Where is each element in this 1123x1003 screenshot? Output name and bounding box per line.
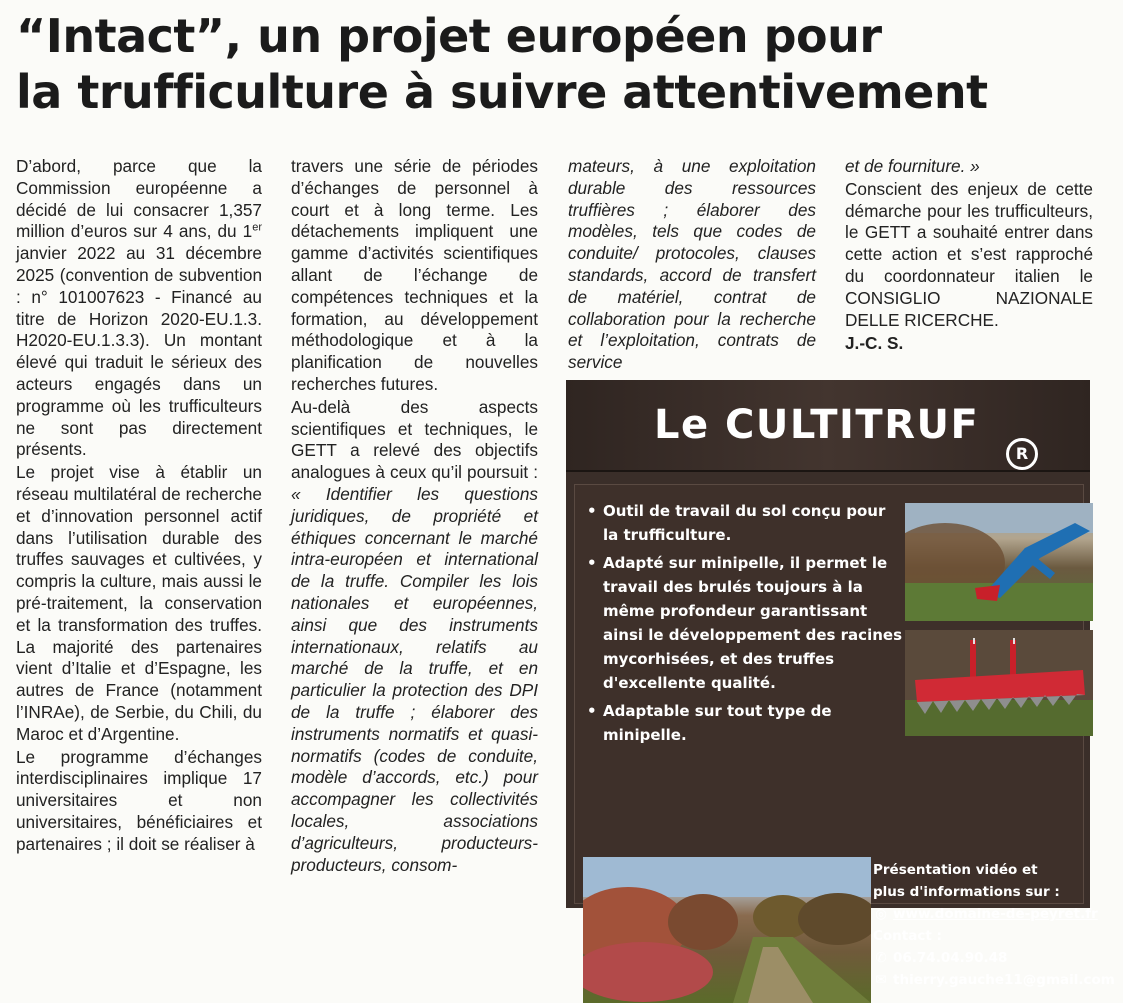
superscript: er bbox=[252, 221, 262, 234]
paragraph: Le programme d’échanges interdisciplinaires implique 17 universitaires et non universitaires, bénéficiaires et partenaires ; il doit se réaliser à bbox=[16, 746, 262, 854]
advert-header bbox=[566, 380, 1090, 472]
text-run: janvier 2022 au 31 décembre 2025 (convention de subvention : n° 101007623 - Financé au titre de Horizon 2020-EU.1.3. H2020-EU.1.3.3). Un montant élevé qui traduit le sérieux des acteurs engagés dans un programme où les trufficulteurs ne sont pas directement présents. bbox=[16, 243, 262, 460]
paragraph bbox=[16, 156, 262, 461]
text-run: D’abord, parce que la Commission européenne a décidé de lui consacrer 1,357 million d’euros sur 4 ans, du 1 bbox=[16, 156, 262, 242]
info-line: plus d'informations sur : bbox=[873, 884, 1060, 900]
globe-icon: ◎ bbox=[875, 906, 887, 922]
article-column-2 bbox=[291, 156, 538, 876]
author-signature: J.-C. S. bbox=[845, 333, 904, 354]
paragraph: travers une série de périodes d’échanges de personnel à court et à long terme. Les détachements impliquent une gamme d’activités scientifiques allant de l’échange de compétences techniques et la formation, au développement méthodologique et à la planification de nouvelles recherches futures. bbox=[291, 156, 538, 394]
photo-truffle-orchard bbox=[583, 857, 871, 1003]
contact-block bbox=[873, 859, 1115, 991]
article-headline bbox=[16, 8, 1116, 120]
paragraph bbox=[291, 397, 538, 877]
article-column-3 bbox=[568, 156, 816, 374]
headline-line-2: la trufficulture à suivre attentivement bbox=[16, 65, 988, 119]
website-row bbox=[873, 903, 1098, 925]
feature-item: • Adapté sur minipelle, il permet le travail des brulés toujours à la même profondeur garantissant ainsi le développement des racines mycorhisées, et des truffes d'excellente qualité. bbox=[585, 551, 905, 695]
photo-cultitruf-tool bbox=[905, 630, 1093, 736]
email-row bbox=[873, 969, 1115, 991]
email-address[interactable]: thierry.gauche11@gmail.com bbox=[893, 972, 1115, 988]
phone-number[interactable]: 06.74.04.90.48 bbox=[893, 950, 1008, 966]
quote-paragraph: et de fourniture. » bbox=[845, 156, 980, 176]
paragraph: Le projet vise à établir un réseau multilatéral de recherche et d’innovation personnel actif dans l’utilisation durable des truffes sauvages et cultivées, y compris la culture, mais aussi le pré-traitement, la conservation et la transformation des truffes. La majorité des partenaires vient d’Italie et d’Espagne, les autres de France (notamment l’INRAe), de Serbie, du Chili, du Maroc et d’Argentine. bbox=[16, 462, 262, 744]
article-column-4 bbox=[845, 156, 1093, 355]
advert-panel bbox=[574, 484, 1115, 988]
paragraph: Conscient des enjeux de cette démarche pour les trufficulteurs, le GETT a souhaité entrer dans cette action et s’est rapproché du coordonnateur italien le CONSIGLIO NAZIONALE DELLE RICERCHE. bbox=[845, 178, 1093, 330]
mail-icon: ✉ bbox=[875, 972, 887, 988]
quote-text: « Identifier les questions juridiques, de propriété et éthiques concernant le marché intra-européen et international de la truffe. Compiler les lois nationales et européennes, ainsi que des instruments internationaux, relatifs au marché de la truffe, et en particulier la protection des DPI de la truffe ; élaborer des instruments normatifs et quasi-normatifs (codes de conduite, modèle d’accords, etc.) pour accompagner les collectivités locales, associations d’agriculteurs, producteurs-producteurs, consom- bbox=[291, 483, 538, 875]
website-link[interactable]: www.domaine-de-peyret.fr bbox=[893, 906, 1098, 922]
text-run: Au-delà des aspects scientifiques et techniques, le GETT a relevé des objectifs analogues à ceux qu’il poursuit : bbox=[291, 396, 538, 483]
feature-list bbox=[585, 499, 905, 751]
advert-title: Le CULTITRUF bbox=[654, 402, 980, 448]
info-line: Présentation vidéo et bbox=[873, 862, 1038, 878]
photo-minipelle-tool bbox=[905, 503, 1093, 621]
headline-line-1: “Intact”, un projet européen pour bbox=[16, 9, 882, 63]
registered-trademark-icon: R bbox=[1006, 438, 1038, 470]
contact-label: Contact : bbox=[873, 928, 942, 944]
feature-item: • Adaptable sur tout type de minipelle. bbox=[585, 699, 905, 747]
feature-item: • Outil de travail du sol conçu pour la trufficulture. bbox=[585, 499, 905, 547]
phone-icon: ✆ bbox=[875, 950, 887, 966]
cultitruf-advert bbox=[566, 380, 1115, 988]
article-column-1 bbox=[16, 156, 262, 856]
quote-paragraph: mateurs, à une exploitation durable des ressources truffières ; élaborer des modèles, tels que codes de conduite/ protocoles, clauses standards, accord de transfert de matériel, contrat de collaboration pour la recherche et l’exploitation, contrats de service bbox=[568, 156, 816, 373]
phone-row bbox=[873, 947, 1093, 969]
